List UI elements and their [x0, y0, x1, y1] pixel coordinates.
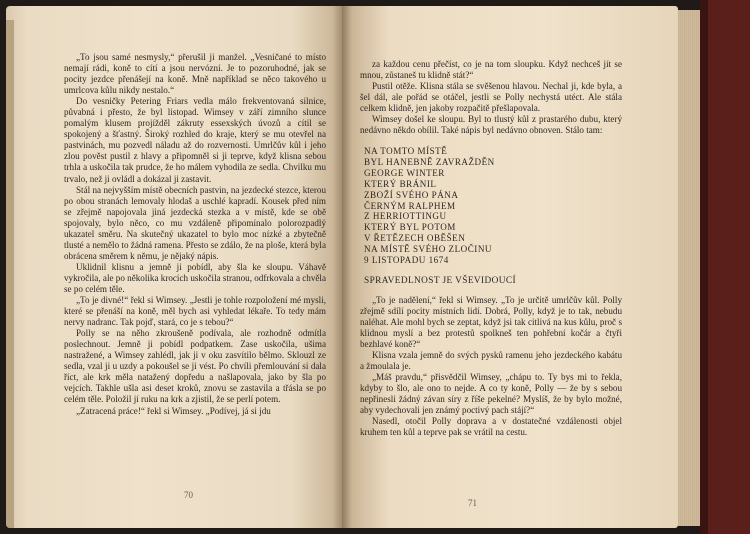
paragraph: „Zatracená práce!“ řekl si Wimsey. „Podívej, já si jdu: [76, 405, 271, 416]
inscription-line: GEORGE WINTER: [364, 168, 445, 179]
paragraph: Do vesničky Petering Friars vedla málo frekventovaná silnice, půvabná i přesto, že byl listopad. Wimsey v září zimního slunce pomalým klusem projížděl zákruty essexských úvozů a cítil se spokojený a šťastný. Široký rozhled do kraje, který se mu otevřel na pastvinách, mu pozvedl náladu až do rozvernosti. Umrlčův kůl i jeho zlou pověst pustil z hlavy a připomněl si ji teprve, když klisna sebou trhla a uskočila tak prudce, že ho málem vyhodila ze sedla. Chvilku mu trvalo, než ji ovládl a dokázal ji zastavit.: [64, 96, 326, 184]
page-edges-left: [6, 20, 14, 528]
paragraph: Uklidnil klisnu a jemně ji pobídl, aby šla ke sloupu. Váhavě vykročila, ale po několika krocích uskočila stranou, odfrkovala a chvěla se po celém těle.: [64, 261, 326, 294]
inscription-line: ZBOŽÍ SVÉHO PÁNA: [364, 189, 459, 200]
inscription-heading: SPRAVEDLNOST JE VŠEVIDOUCÍ: [364, 275, 516, 286]
inscription-line: Z HERRIOTTINGU: [364, 211, 447, 222]
right-page-text: [360, 59, 622, 438]
paragraph: „To jsou samé nesmysly,“ přerušil ji manžel. „Vesničané to místo nemají rádi, koně to cítí a jsou nervózní. Je to pozoruhodné, jak se pocity jezdce přenášejí na koně. Mně například se něco takového u umrlcova kůlu nikdy nestalo.“: [64, 52, 326, 96]
inscription-line: V ŘETĚZECH OBĚŠEN: [364, 233, 466, 244]
inscription-line: KTERÝ BYL POTOM: [364, 222, 456, 233]
paragraph: Stál na nejvyšším místě obecních pastvin, na jezdecké stezce, kterou po obou stranách lemovaly hlodaš a uschlé kapradí. Kousek před ním se zřejmě napojovala jiná jezdecká stezka a v místě, kde se obě spojovaly, bylo něco, co mu vzdáleně připomínalo polorozpadlý ukazatel směru. Na skutečný ukazatel to bylo moc nízké a zbytečně tlusté a nemělo to žádná ramena. Přesto se zdálo, že na ploše, která byla obrácena směrem k němu, je nějaký nápis.: [64, 184, 326, 261]
inscription-line: ČERNÝM RALPHEM: [364, 200, 456, 211]
paragraph: Nasedl, otočil Polly doprava a v dostatečné vzdálenosti objel kruhem ten kůl a teprve pak se vrátil na cestu.: [360, 416, 622, 438]
paragraph: Pustil otěže. Klisna stála se svěšenou hlavou. Nechal ji, kde byla, a šel dál, ale pořád se otáčel, jestli se Polly nechystá utéct. Ale stála celkem klidně, jen jakoby rozpačitě přešlapovala.: [360, 81, 622, 114]
paragraph: za každou cenu přečíst, co je na tom sloupku. Když nechceš jít se mnou, zůstaneš tu klidně stát?“: [360, 59, 622, 81]
inscription-line: KTERÝ BRÁNIL: [364, 178, 437, 189]
inscription-line: NA TOMTO MÍSTĚ: [364, 146, 448, 157]
paragraph: Klisna vzala jemně do svých pysků ramenu jeho jezdeckého kabátu a žmoulala je.: [360, 349, 622, 371]
inscription-line: 9 LISTOPADU 1674: [364, 254, 449, 265]
page-number-right: 71: [468, 498, 477, 508]
paragraph: „Máš pravdu,“ přisvědčil Wimsey, „chápu to. Ty bys mi to řekla, kdyby to šlo, ale ono to nejde. A co ty koně, Polly — že by s sebou nepřinesli žádný závan síry z říše pekelné? Myslíš, že by bylo možné, aby vydechovali jen známý poctivý pach stájí?“: [360, 371, 622, 416]
post-inscription: [364, 146, 622, 265]
inscription-line: NA MÍSTĚ SVÉHO ZLOČINU: [364, 243, 492, 254]
page-edges-right: [678, 10, 700, 526]
left-page: [6, 6, 342, 528]
paragraph: „To je nadělení,“ řekl si Wimsey. „To je určitě umrlčův kůl. Polly zřejmě sdílí pocity místních lidí. Dobrá, Polly, když je to tak, nebudu naléhat. Ale mohl bych se zeptat, když jsi tak citlivá na kus kůlu, proč s klidnou myslí a bez protestů spolkneš ten pohřební kočár a čtyři bezhlavé koně?“: [360, 294, 622, 349]
page-number-left: 70: [184, 490, 193, 500]
book-cover: [700, 0, 750, 534]
cover-band: [700, 0, 708, 534]
paragraph: „To je divné!“ řekl si Wimsey. „Jestli je tohle rozpoložení mé mysli, které se přenáší na koně, měl bych asi vyhledat lékaře. To tedy mám nervy nadranc. Tak pojď, stará, co je s tebou?“: [64, 295, 326, 328]
right-page: [342, 6, 678, 528]
left-page-text: [64, 52, 326, 417]
inscription-line: BYL HANEBNĚ ZAVRAŽDĚN: [364, 157, 495, 168]
paragraph: Polly se na něho zkroušeně podívala, ale rozhodně odmítla poslechnout. Jemně ji pobídl podpatkem. Zase uskočila, ušima nastražené, a Wimsey zahlédl, jak ji v oku zasvítilo bělmo. Sklouzl ze sedla, vzal ji u uzdy a pokoušel se ji vést. Po chvíli přemlouvání si dala říct, ale krk měla natažený dopředu a našlapovala, jako by šla po vejcích. Takhle ušla asi deset kroků, znovu se zastavila a třásla se po celém těle. Položil jí ruku na krk a zjistil, že se perlí potem.: [64, 328, 326, 405]
paragraph: Wimsey došel ke sloupu. Byl to tlustý kůl z prastarého dubu, který nedávno někdo obílil. Také nápis byl nedávno obnoven. Stálo tam:: [360, 114, 622, 136]
